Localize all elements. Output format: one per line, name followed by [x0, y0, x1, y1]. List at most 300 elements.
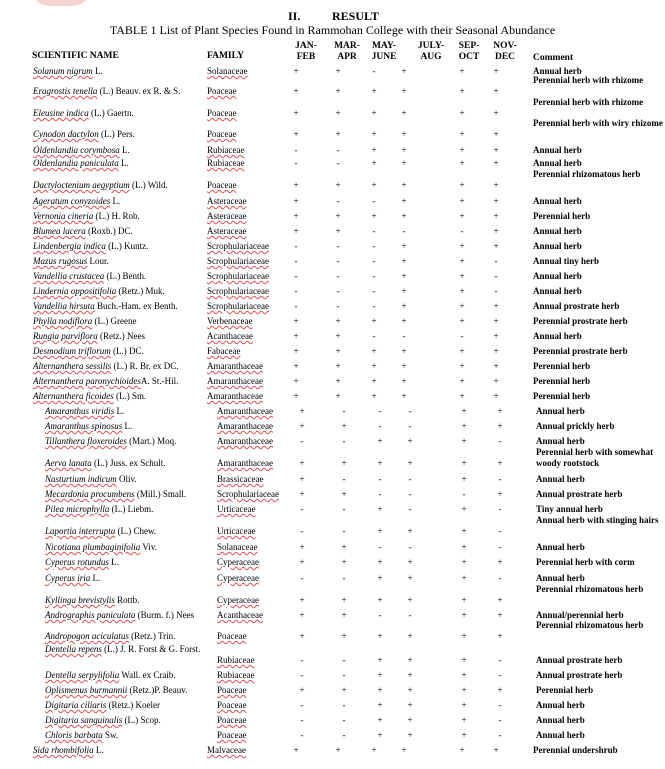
abundance-mark: +	[461, 557, 467, 567]
scientific-name	[33, 66, 103, 77]
abundance-mark: +	[335, 180, 341, 190]
abundance-mark: +	[407, 557, 413, 567]
abundance-mark: +	[299, 406, 305, 416]
abundance-mark: +	[293, 180, 299, 190]
author-citation: (Mart.) Moq.	[126, 436, 177, 446]
author-citation: (Mill.) Small.	[134, 489, 187, 499]
abundance-mark: +	[293, 108, 299, 118]
abundance-mark: +	[493, 745, 499, 755]
comment-text: Annual herb	[533, 158, 582, 168]
abundance-mark: +	[461, 474, 467, 484]
abundance-mark: +	[493, 361, 499, 371]
genus-species: Nasturtium indicum	[45, 474, 117, 484]
comment-text: Annual herb with stinging hairs	[536, 515, 659, 525]
comment-text: Perennial rhizomatous herb	[533, 169, 641, 179]
table-row	[0, 346, 665, 361]
abundance-mark: +	[497, 610, 503, 620]
table-row	[0, 331, 665, 346]
abundance-mark: -	[372, 271, 376, 281]
abundance-mark: +	[341, 458, 347, 468]
author-citation: L.	[118, 158, 129, 168]
table-row	[0, 301, 665, 316]
abundance-mark: +	[461, 715, 467, 725]
comment-text: Perennial undershrub	[533, 745, 618, 755]
abundance-mark: -	[498, 670, 502, 680]
comment-text: Annual herb	[533, 271, 582, 281]
comment-text: Annual herb	[533, 196, 582, 206]
abundance-mark: -	[498, 436, 502, 446]
abundance-mark: +	[461, 458, 467, 468]
abundance-mark: +	[461, 685, 467, 695]
abundance-mark: +	[459, 286, 465, 296]
table-row	[0, 474, 665, 489]
header-sep-oct: SEP- OCT	[458, 41, 480, 62]
abundance-mark: +	[341, 489, 347, 499]
abundance-mark: +	[407, 730, 413, 740]
abundance-mark: +	[293, 331, 299, 341]
abundance-mark: -	[402, 331, 406, 341]
scientific-name	[33, 86, 180, 97]
abundance-mark: -	[402, 226, 406, 236]
abundance-mark: +	[459, 196, 465, 206]
abundance-mark: +	[493, 108, 499, 118]
section-title: RESULT	[332, 9, 379, 23]
abundance-mark: +	[461, 421, 467, 431]
abundance-mark: +	[497, 685, 503, 695]
abundance-mark: +	[371, 129, 377, 139]
table-row	[0, 376, 665, 391]
abundance-mark: +	[371, 745, 377, 755]
abundance-mark: +	[401, 196, 407, 206]
family-name: Scrophulariaceae	[217, 489, 279, 499]
scientific-name	[33, 158, 129, 169]
abundance-mark: +	[493, 346, 499, 356]
genus-species: Vernonia cineria	[33, 211, 94, 221]
table-row	[0, 715, 665, 730]
abundance-mark: +	[401, 316, 407, 326]
abundance-mark: +	[299, 595, 305, 605]
table-row	[0, 685, 665, 700]
table-row	[0, 489, 665, 504]
abundance-mark: +	[461, 610, 467, 620]
author-citation: (L.) Pers.	[98, 129, 135, 139]
scientific-name	[45, 406, 124, 417]
genus-species: Mazus rugosus	[33, 256, 88, 266]
family-name: Scrophulariaceae	[207, 301, 269, 311]
abundance-mark: +	[293, 376, 299, 386]
genus-species: Cyperus rotundus	[45, 557, 109, 567]
abundance-mark: +	[459, 211, 465, 221]
abundance-mark: -	[342, 655, 346, 665]
abundance-mark: +	[459, 180, 465, 190]
abundance-mark: +	[293, 129, 299, 139]
abundance-mark: +	[401, 129, 407, 139]
abundance-mark: +	[493, 226, 499, 236]
scientific-name	[33, 211, 140, 222]
scientific-name	[45, 458, 166, 469]
abundance-mark: -	[300, 655, 304, 665]
genus-species: Dactyloctenium aegyptium	[33, 180, 130, 190]
abundance-mark: +	[293, 316, 299, 326]
abundance-mark: -	[378, 474, 382, 484]
abundance-mark: -	[342, 700, 346, 710]
scientific-name	[45, 595, 139, 606]
family-name: Poaceae	[207, 86, 237, 96]
table-row	[0, 286, 665, 301]
abundance-mark: +	[407, 436, 413, 446]
scientific-name	[45, 504, 153, 515]
comment-text: Perennial prostrate herb	[533, 316, 628, 326]
abundance-mark: +	[335, 316, 341, 326]
abundance-mark: +	[401, 66, 407, 76]
abundance-mark: +	[461, 595, 467, 605]
table-row	[0, 700, 665, 715]
abundance-mark: +	[407, 670, 413, 680]
abundance-mark: +	[335, 376, 341, 386]
abundance-mark: +	[371, 376, 377, 386]
abundance-mark: -	[336, 286, 340, 296]
abundance-mark: +	[461, 526, 467, 536]
abundance-mark: +	[459, 301, 465, 311]
abundance-mark: +	[335, 108, 341, 118]
genus-species: Oldenlandia paniculata	[33, 158, 119, 168]
header-mar-apr: MAR- APR	[334, 41, 360, 62]
author-citation: (L.) Sm.	[113, 391, 147, 401]
author-citation: (L.) DC.	[110, 346, 144, 356]
family-name: Scrophulariaceae	[207, 241, 269, 251]
abundance-mark: -	[498, 504, 502, 514]
genus-species: Aerva lanata	[45, 458, 92, 468]
abundance-mark: +	[459, 108, 465, 118]
author-citation: L.	[93, 745, 104, 755]
genus-species: Oldenlandia corymbosa	[33, 145, 120, 155]
abundance-mark: +	[299, 631, 305, 641]
abundance-mark: +	[299, 610, 305, 620]
family-name: Amaranthaceae	[217, 436, 273, 446]
comment-text: Perennial rhizomatous herb	[536, 620, 644, 630]
author-citation: Wall. ex Craib.	[119, 670, 176, 680]
scientific-name	[45, 631, 175, 642]
comment-text: Annual herb	[533, 241, 582, 251]
abundance-mark: +	[299, 542, 305, 552]
family-name: Fabaceae	[207, 346, 241, 356]
abundance-mark: -	[342, 526, 346, 536]
abundance-mark: -	[494, 271, 498, 281]
abundance-mark: +	[461, 406, 467, 416]
abundance-mark: +	[377, 715, 383, 725]
abundance-mark: +	[401, 211, 407, 221]
family-name: Poaceae	[207, 108, 237, 118]
family-name: Urticaceae	[217, 526, 256, 536]
abundance-mark: +	[493, 241, 499, 251]
abundance-mark: -	[300, 436, 304, 446]
abundance-mark: +	[377, 631, 383, 641]
abundance-mark: -	[342, 715, 346, 725]
family-name: Asteraceae	[207, 226, 247, 236]
genus-species: Alternanthera paronychioides	[33, 376, 141, 386]
abundance-mark: +	[461, 670, 467, 680]
genus-species: Kyllinga brevistylis	[45, 595, 115, 605]
scientific-name	[45, 715, 161, 726]
table-row	[0, 226, 665, 241]
abundance-mark: -	[378, 406, 382, 416]
abundance-mark: -	[378, 610, 382, 620]
scientific-name	[45, 526, 156, 537]
abundance-mark: +	[335, 391, 341, 401]
author-citation: (L.) R. Br. ex DC.	[111, 361, 179, 371]
abundance-mark: -	[336, 256, 340, 266]
header-may-june: MAY- JUNE	[371, 41, 397, 62]
abundance-mark: +	[371, 158, 377, 168]
genus-species: Vandellia hirsuta	[33, 301, 95, 311]
genus-species: Laportia interrupta	[45, 526, 116, 536]
abundance-mark: +	[497, 421, 503, 431]
abundance-mark: -	[342, 670, 346, 680]
table-row	[0, 256, 665, 271]
abundance-mark: +	[497, 406, 503, 416]
comment-text: Annual herb	[533, 145, 582, 155]
abundance-mark: +	[377, 730, 383, 740]
abundance-mark: -	[342, 504, 346, 514]
scientific-name	[33, 180, 168, 191]
abundance-mark: +	[371, 108, 377, 118]
comment-text: Perennial herb	[533, 391, 591, 401]
comment-text: Tiny annual herb	[536, 504, 603, 514]
abundance-mark: +	[341, 631, 347, 641]
comment-text: Annual herb	[533, 226, 582, 236]
author-citation: (L.) Liebm.	[109, 504, 154, 514]
scientific-name	[45, 644, 215, 655]
abundance-mark: -	[372, 196, 376, 206]
abundance-mark: -	[378, 542, 382, 552]
author-citation: (L.) Benth.	[104, 271, 147, 281]
genus-species: Oplismenus burmannii	[45, 685, 128, 695]
abundance-mark: +	[335, 129, 341, 139]
scientific-name	[33, 316, 136, 327]
abundance-mark: +	[341, 557, 347, 567]
author-citation: (Retz.) Koeler	[106, 700, 160, 710]
family-name: Poaceae	[217, 685, 247, 695]
abundance-mark: +	[401, 376, 407, 386]
abundance-mark: +	[293, 66, 299, 76]
abundance-mark: -	[494, 256, 498, 266]
family-name: Asteraceae	[207, 196, 247, 206]
abundance-mark: +	[293, 745, 299, 755]
abundance-mark: +	[407, 700, 413, 710]
genus-species: Dentella serpylifolia	[45, 670, 120, 680]
abundance-mark: +	[459, 271, 465, 281]
author-citation: A. St.-Hil.	[140, 376, 179, 386]
family-name: Poaceae	[217, 631, 247, 641]
abundance-mark: +	[335, 66, 341, 76]
abundance-mark: +	[377, 670, 383, 680]
comment-text: Annual prostrate herb	[536, 489, 623, 499]
scientific-name	[45, 700, 160, 711]
abundance-mark: +	[459, 86, 465, 96]
comment-text: Perennial herb	[533, 361, 591, 371]
author-citation: Lour.	[87, 256, 109, 266]
abundance-mark: +	[371, 361, 377, 371]
abundance-mark: +	[401, 180, 407, 190]
abundance-mark: -	[408, 406, 412, 416]
author-citation: Oliv.	[116, 474, 137, 484]
family-name: Rubiaceae	[207, 145, 245, 155]
abundance-mark: -	[498, 573, 502, 583]
abundance-mark: +	[299, 421, 305, 431]
author-citation: Sw.	[102, 730, 119, 740]
genus-species: Sida rhombifolia	[33, 745, 94, 755]
abundance-mark: +	[335, 226, 341, 236]
abundance-mark: +	[459, 241, 465, 251]
abundance-mark: +	[341, 542, 347, 552]
abundance-mark: +	[371, 346, 377, 356]
abundance-mark: +	[341, 685, 347, 695]
abundance-mark: +	[461, 573, 467, 583]
abundance-mark: +	[407, 458, 413, 468]
abundance-mark: -	[372, 286, 376, 296]
comment-text: Perennial prostrate herb	[533, 346, 628, 356]
scientific-name	[45, 489, 186, 500]
family-name: Brassicaceae	[217, 474, 264, 484]
abundance-mark: +	[459, 158, 465, 168]
abundance-mark: +	[371, 316, 377, 326]
scientific-name	[33, 129, 135, 140]
table-row	[0, 421, 665, 436]
abundance-mark: +	[371, 391, 377, 401]
abundance-mark: +	[461, 436, 467, 446]
logo-fragment	[30, 0, 92, 6]
table-row	[0, 118, 665, 144]
abundance-mark: +	[459, 66, 465, 76]
abundance-mark: +	[371, 145, 377, 155]
abundance-mark: +	[459, 376, 465, 386]
abundance-mark: +	[401, 361, 407, 371]
comment-text: Annual herb	[536, 730, 585, 740]
abundance-mark: -	[342, 474, 346, 484]
genus-species: Mecardonia procumbens	[45, 489, 135, 499]
abundance-mark: +	[293, 86, 299, 96]
abundance-mark: -	[336, 271, 340, 281]
abundance-mark: -	[342, 573, 346, 583]
genus-species: Digitaria sanguinalis	[45, 715, 123, 725]
abundance-mark: -	[408, 489, 412, 499]
abundance-mark: +	[401, 86, 407, 96]
table-row	[0, 557, 665, 572]
scientific-name	[33, 145, 130, 156]
abundance-mark: +	[497, 595, 503, 605]
abundance-mark: +	[401, 391, 407, 401]
comment-text: Annual herb	[533, 331, 582, 341]
abundance-mark: +	[407, 595, 413, 605]
abundance-mark: -	[498, 526, 502, 536]
abundance-mark: +	[407, 655, 413, 665]
abundance-mark: +	[335, 745, 341, 755]
family-name: Amaranthaceae	[217, 421, 273, 431]
abundance-mark: +	[335, 346, 341, 356]
abundance-mark: +	[293, 361, 299, 371]
scientific-name	[33, 376, 178, 387]
comment-text: Annual prostrate herb	[533, 301, 620, 311]
abundance-mark: +	[407, 526, 413, 536]
abundance-mark: +	[401, 271, 407, 281]
abundance-mark: -	[294, 241, 298, 251]
abundance-mark: +	[293, 346, 299, 356]
author-citation: (L.) Juss. ex Schult.	[91, 458, 166, 468]
author-citation: L.	[114, 406, 125, 416]
abundance-mark: -	[294, 145, 298, 155]
comment-text: Annual/perennial herb	[536, 610, 624, 620]
scientific-name	[45, 542, 157, 553]
table-row	[0, 196, 665, 211]
abundance-mark: +	[461, 631, 467, 641]
genus-species: Blumea lacera	[33, 226, 86, 236]
header-nov-dec: NOV- DEC	[493, 41, 517, 62]
abundance-mark: -	[372, 331, 376, 341]
abundance-mark: -	[408, 542, 412, 552]
author-citation: (L.) Chew.	[115, 526, 157, 536]
abundance-mark: -	[342, 406, 346, 416]
abundance-mark: -	[498, 655, 502, 665]
family-name: Poaceae	[207, 129, 237, 139]
genus-species: Phylla nodiflora	[33, 316, 93, 326]
abundance-mark: +	[497, 489, 503, 499]
comment-text: Annual herb	[536, 436, 585, 446]
abundance-mark: -	[300, 715, 304, 725]
table-row	[0, 271, 665, 286]
family-name: Acanthaceae	[207, 331, 253, 341]
family-name: Verbenaceae	[207, 316, 253, 326]
table-row	[0, 316, 665, 331]
genus-species: Tillanthera floxeroides	[45, 436, 127, 446]
comment-text: Perennial rhizomatous herb	[536, 584, 644, 594]
abundance-mark: -	[498, 542, 502, 552]
abundance-mark: +	[299, 458, 305, 468]
abundance-mark: -	[408, 610, 412, 620]
abundance-mark: +	[341, 595, 347, 605]
genus-species: Desmodium triflorum	[33, 346, 111, 356]
scientific-name	[33, 286, 165, 297]
abundance-mark: +	[459, 361, 465, 371]
comment-text: Annual herb	[536, 474, 585, 484]
abundance-mark: -	[498, 715, 502, 725]
abundance-mark: +	[493, 145, 499, 155]
abundance-mark: -	[408, 421, 412, 431]
comment-text: Perennial herb with corm	[536, 557, 635, 567]
abundance-mark: -	[372, 226, 376, 236]
comment-text: Perennial herb with rhizome	[533, 97, 644, 107]
abundance-mark: +	[371, 86, 377, 96]
abundance-mark: +	[401, 256, 407, 266]
scientific-name	[45, 573, 100, 584]
author-citation: L.	[92, 66, 103, 76]
table-row	[0, 169, 665, 195]
comment-text: Annual herb	[536, 700, 585, 710]
abundance-mark: +	[335, 86, 341, 96]
abundance-mark: +	[377, 504, 383, 514]
scientific-name	[45, 685, 187, 696]
abundance-mark: +	[407, 685, 413, 695]
genus-species: Nicotiana plumbaginifolia	[45, 542, 141, 552]
author-citation: L.	[122, 421, 133, 431]
genus-species: Amaranthus spinosus	[45, 421, 123, 431]
abundance-mark: +	[493, 391, 499, 401]
abundance-mark: +	[459, 346, 465, 356]
abundance-mark: +	[341, 421, 347, 431]
genus-species: Lindernia oppositifolia	[33, 286, 117, 296]
abundance-mark: +	[461, 655, 467, 665]
abundance-mark: -	[342, 436, 346, 446]
family-name: Urticaceae	[217, 504, 256, 514]
